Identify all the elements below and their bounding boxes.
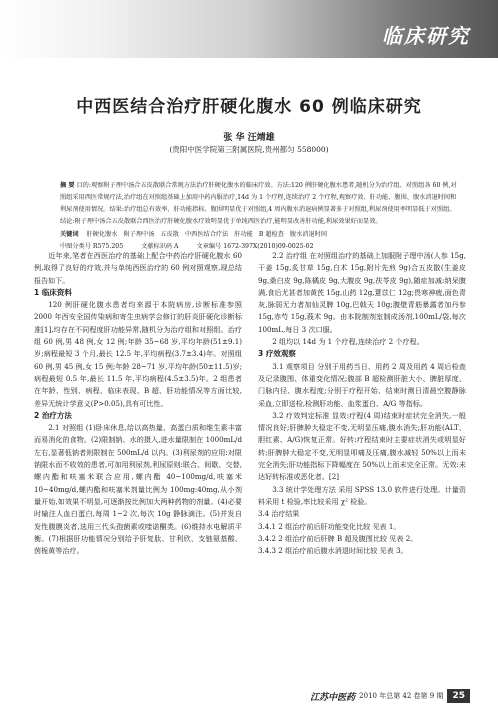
keywords-label: 关键词 [60,231,79,238]
affiliation: (贵阳中医学院第三附属医院,贵州都匀 558000) [169,145,329,154]
section-heading: 3 疗效观察 [258,349,296,359]
section-heading: 2 治疗方法 [34,410,72,420]
page-number: 25 [447,689,470,703]
paragraph: 2.2 治疗组 在对照组治疗的基础上加服附子理中汤(人参 15g,干姜 15g,炙甘草 15g,白术 15g,附片先煎 9g)合五皮散(生姜皮 9g,桑白皮 9g,陈橘皮 9g,大腹皮 9g,茯苓皮 9g),随症加减:纳呆腹满,食后尤甚者加黄芪 15g,山药 12g,薏苡仁 12g;畏寒神疲,面色青灰,脉弱无力者加仙灵脾 10g,巴戟天 10g;腹壁青筋暴露者加丹参 15g,赤芍 15g,莪术 9g。由本院制剂室制成汤剂,100mL/袋,每次 100mL,每日 3 次口服。 [258,251,466,334]
header-bar [0,0,498,58]
section-heading: 1 临床资料 [34,287,72,297]
paragraph: 3.4.1 2 组治疗前后肝功能变化比较 见表 1。 [258,521,401,531]
abstract [60,180,460,253]
keywords-list [87,231,334,238]
keyword: 中西医结合疗法 [184,231,229,238]
section-title: 临床研究 [382,24,470,48]
article-number: 文章编号 1672-397X(2010)09-0025-02 [196,243,314,250]
keyword: 附子理中汤 [123,231,155,238]
paragraph: 3.2 疗效判定标准 显效:疗程(4 周)结束时症状完全消失,一般情况良好;肝脾肿大稳定不变,无明显压痛,腹水消失;肝功能(ALT、胆红素、A/G)恢复正常。好转:疗程结束时主要症状消失或明显好转;肝脾肿大稳定不变,无明显叩痛及压痛,腹水减轻 50%以上而未完全消失;肝功能指标下降幅度在 50%以上而未完全正常。无效:未达好转标准或恶化者。[2] [258,410,466,482]
keyword: 腹水消退时间 [289,231,328,238]
right-column [258,250,466,557]
keyword: 肝硬化腹水 [86,231,118,238]
clc-number: 中图分类号 R575.205 [60,243,124,250]
authors: 张 华 汪靖雄 [223,133,275,143]
document-code: 文献标识码 A [141,243,179,250]
keyword: 五皮散 [160,231,179,238]
paragraph: 120 例肝硬化腹水患者均来源于本院病房,诊断标准参照 2000 年西安全国传染病和寄生虫病学会修订的肝炎肝硬化诊断标准[1],均存在不同程度肝功能异常,随机分为治疗组和对照组。治疗组 60 例,男 48 例,女 12 例;年龄 35~68 岁,平均年龄(51±9.1)岁;病程最短 3 个月,最长 12.5 年,平均病程(3.7±3.4)年。对照组 60 例,男 45 例,女 15 例;年龄 28~71 岁,平均年龄(50±11.5)岁;病程最短 0.5 年,最长 11.5 年,平均病程(4.5±3.5)年。2 组患者在年龄、性别、病程、临床表现、B 超、肝功能情况等方面比较,差异无统计学意义(P>0.05),具有可比性。 [34,300,242,408]
journal-name: 江苏中医药 [310,692,356,703]
paragraph: 2.1 对照组 (1)卧床休息,给以高热量、高蛋白质和维生素丰富而易消化的食物。(2)限制钠、水的摄入,进水量限制在 1000mL/d 左右,显著低钠者则限制在 500mL/d 以内。(3)利尿剂的应用:对限钠限水而不收效的患者,可加用利尿剂,利尿原则:联合、间歇、交替,螺内酯和呋塞米联合应用,螺内酯 40~100mg/d,呋塞米 10~40mg/d,螺内酯和呋塞米剂量比例为 100mg:40mg,从小剂量开始,如效果不明显,可逐渐按比例加大两种药物的剂量。(4)必要时输注人血白蛋白,每周 1~2 次,每次 10g 静脉滴注。(5)并发自发性腹膜炎者,选用三代头孢菌素或喹诺酮类。(6)维持水电解质平衡。(7)根据肝功能情况分别给予肝复肽、甘利欣、支链氨基酸、茵栀黄等治疗。 [34,423,242,556]
paragraph: 3.3 统计学处理方法 采用 SPSS 13.0 软件进行处理。计量资料采用 t 检验,率比较采用 χ² 检验。 [258,484,466,506]
abstract-label: 摘 要 [60,182,75,189]
keyword: 肝功能 [234,231,253,238]
keyword: B 超检查 [258,231,284,238]
abstract-text: 目的:观察附子理中汤合五皮散联合常规方法治疗肝硬化腹水的临床疗效。方法:120 例肝硬化腹水患者,随机分为治疗组、对照组各 60 例,对照组采用西医常规疗法,治疗组在对照组基础上加用中药内服治疗,14d 为 1 个疗程,连续治疗 2 个疗程,观察疗效、肝功能、腹围、腹水消退时间和利尿剂使用情况。结果:治疗组总有效率、肝功能指标、腹围明显优于对照组,4 周内腹水消退病例显著多于对照组,利尿剂使用率明显低于对照组。结论:附子理中汤合五皮散联合西医治疗肝硬化腹水疗效明显优于单纯西医治疗,能明显改善肝功能,利尿效果好而显效。 [60,182,457,225]
paragraph: 3.4.2 2 组治疗前后肝脾 B 超及腹围比较 见表 2。 [258,533,418,543]
left-column [34,250,242,557]
section-heading: 3.4 治疗结果 [258,510,300,519]
journal-issue: 2010 年总第 42 卷第 9 期 [359,692,444,700]
page-footer [310,689,470,703]
article-title: 中西医结合治疗肝硬化腹水 60 例临床研究 [76,97,422,117]
keywords [60,229,460,241]
paragraph: 3.4.3 2 组治疗前后腹水消退时间比较 见表 3。 [258,546,408,556]
paragraph: 3.1 观察项目 分别于用药当日、用药 2 周及用药 4 周后检查及记录腹围、体重变化情况;腹部 B 超检测肝脏大小、脾脏厚度、门脉内径、腹水程度;分别于疗程开始、结束时测日清晨空腹静脉采血,立即送检,检测肝功能、血浆蛋白、A/G 等指标。 [258,361,466,408]
paragraph: 2 组均以 14d 为 1 个疗程,连续治疗 2 个疗程。 [272,337,424,347]
paragraph: 近年来,笔者在西医治疗的基础上配合中药治疗肝硬化腹水 60 例,取得了良好的疗效,并与单纯西医治疗的 60 例对照观察,现总结报告如下。 [34,251,242,285]
